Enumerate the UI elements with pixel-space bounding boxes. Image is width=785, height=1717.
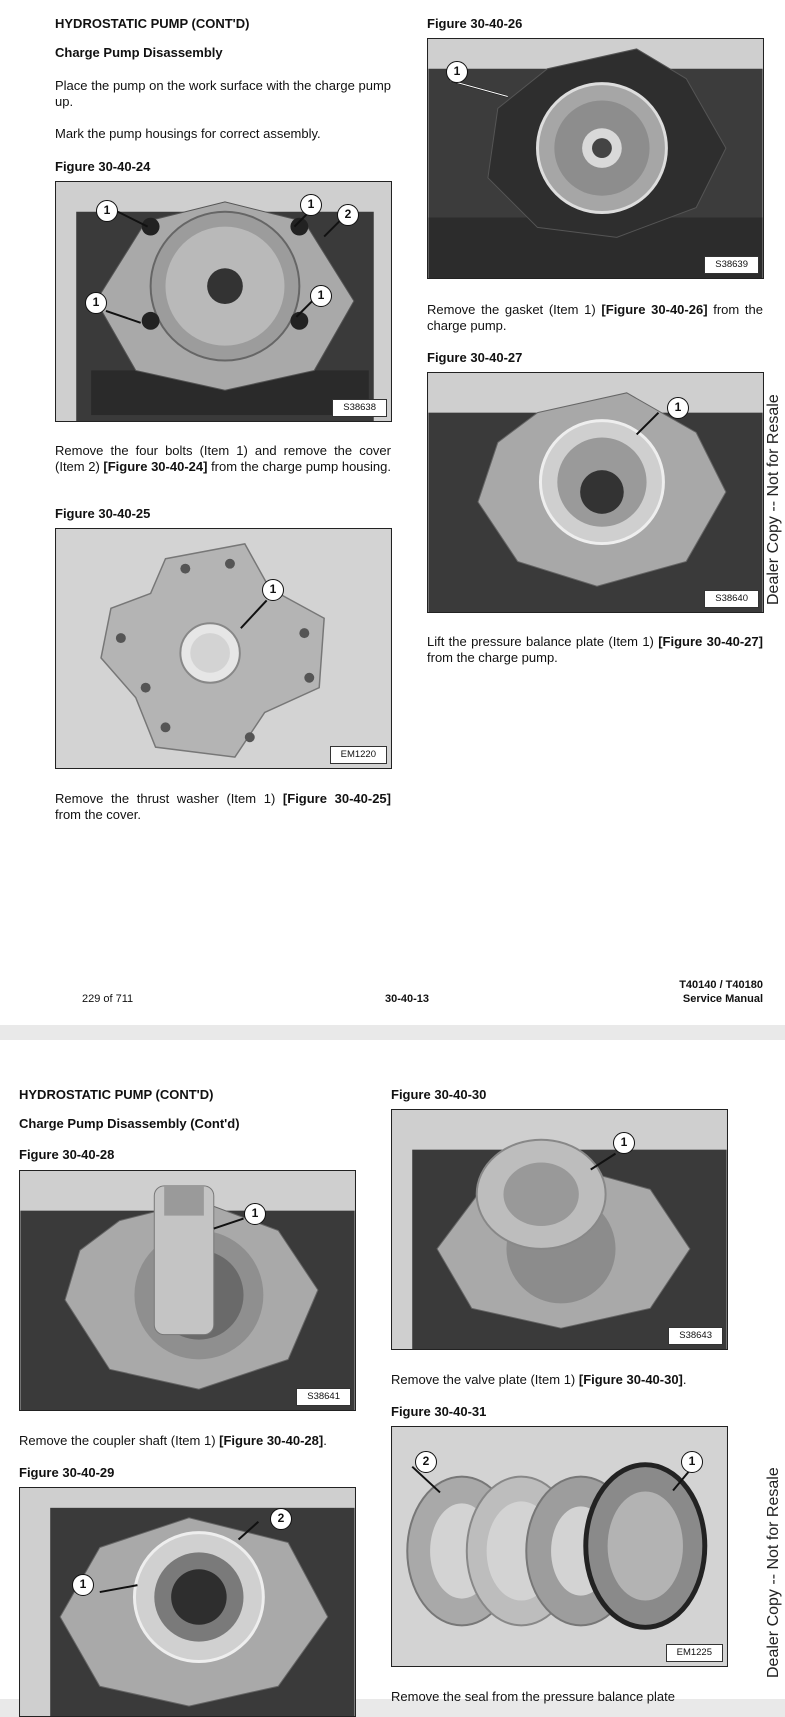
figure-code: EM1225 <box>666 1644 723 1662</box>
figure-30-40-27 <box>427 372 764 613</box>
manual-title: Service Manual <box>682 993 763 1005</box>
figure-code: S38641 <box>296 1388 351 1406</box>
callout-1: 1 <box>613 1132 635 1154</box>
instruction-place-pump: Place the pump on the work surface with the charge pump up. <box>55 78 391 109</box>
page-number: 30-40-13 <box>385 993 430 1005</box>
figure-30-40-29 <box>19 1487 356 1717</box>
subsection-title: Charge Pump Disassembly (Cont'd) <box>19 1116 240 1131</box>
callout-1: 1 <box>72 1574 94 1596</box>
callout-1: 1 <box>681 1451 703 1473</box>
dealer-watermark: Dealer Copy -- Not for Resale <box>765 394 782 605</box>
figure-code: S38643 <box>668 1327 723 1345</box>
figure-code: EM1220 <box>330 746 387 764</box>
instruction-remove-seal: Remove the seal from the pressure balance plate <box>391 1689 675 1704</box>
figure-label: Figure 30-40-30 <box>391 1087 487 1102</box>
callout-2: 2 <box>270 1508 292 1530</box>
dealer-watermark: Dealer Copy -- Not for Resale <box>765 1467 782 1678</box>
cover-plate-photo <box>56 529 391 768</box>
figure-code: S38640 <box>704 590 759 608</box>
callout-1: 1 <box>446 61 468 83</box>
callout-1: 1 <box>310 285 332 307</box>
page-2 <box>0 1040 785 1704</box>
instruction-remove-valve-plate: Remove the valve plate (Item 1) [Figure 30-40-30]. <box>391 1372 687 1387</box>
callout-1: 1 <box>262 579 284 601</box>
figure-30-40-28 <box>19 1170 356 1411</box>
callout-1: 1 <box>300 194 322 216</box>
pressure-balance-plate-photo <box>428 373 763 612</box>
figure-30-40-30 <box>391 1109 728 1350</box>
instruction-mark-housings: Mark the pump housings for correct assembly. <box>55 126 321 141</box>
figure-label: Figure 30-40-28 <box>19 1147 115 1162</box>
figure-30-40-25 <box>55 528 392 769</box>
callout-2: 2 <box>415 1451 437 1473</box>
section-title: HYDROSTATIC PUMP (CONT'D) <box>19 1087 214 1102</box>
page-count: 229 of 711 <box>82 993 134 1005</box>
gerotor-photo <box>20 1488 355 1716</box>
section-title: HYDROSTATIC PUMP (CONT'D) <box>55 16 250 31</box>
figure-30-40-24 <box>55 181 392 422</box>
model-numbers: T40140 / T40180 <box>679 979 763 991</box>
manual-model <box>679 978 763 1006</box>
callout-1: 1 <box>244 1203 266 1225</box>
subsection-title: Charge Pump Disassembly <box>55 45 223 60</box>
figure-label: Figure 30-40-29 <box>19 1465 115 1480</box>
figure-label: Figure 30-40-25 <box>55 506 151 521</box>
valve-plate-photo <box>392 1110 727 1349</box>
instruction-remove-coupler: Remove the coupler shaft (Item 1) [Figure 30-40-28]. <box>19 1433 327 1448</box>
figure-label: Figure 30-40-27 <box>427 350 523 365</box>
gasket-photo <box>428 39 763 278</box>
figure-label: Figure 30-40-26 <box>427 16 523 31</box>
figure-30-40-31 <box>391 1426 728 1667</box>
figure-label: Figure 30-40-31 <box>391 1404 487 1419</box>
figure-code: S38639 <box>704 256 759 274</box>
figure-30-40-26 <box>427 38 764 279</box>
callout-2: 2 <box>337 204 359 226</box>
instruction-remove-bolts: Remove the four bolts (Item 1) and remove the cover (Item 2) [Figure 30-40-24] from the charge pump housing. <box>55 443 392 474</box>
figure-code: S38638 <box>332 399 387 417</box>
instruction-remove-thrust-washer: Remove the thrust washer (Item 1) [Figure 30-40-25] from the cover. <box>55 791 391 822</box>
callout-1: 1 <box>85 292 107 314</box>
charge-pump-parts-photo <box>392 1427 727 1666</box>
instruction-remove-gasket: Remove the gasket (Item 1) [Figure 30-40-26] from the charge pump. <box>427 302 764 333</box>
figure-label: Figure 30-40-24 <box>55 159 151 174</box>
instruction-lift-plate: Lift the pressure balance plate (Item 1) [Figure 30-40-27] from the charge pump. <box>427 634 763 665</box>
callout-1: 1 <box>96 200 118 222</box>
callout-1: 1 <box>667 397 689 419</box>
coupler-shaft-photo <box>20 1171 355 1410</box>
